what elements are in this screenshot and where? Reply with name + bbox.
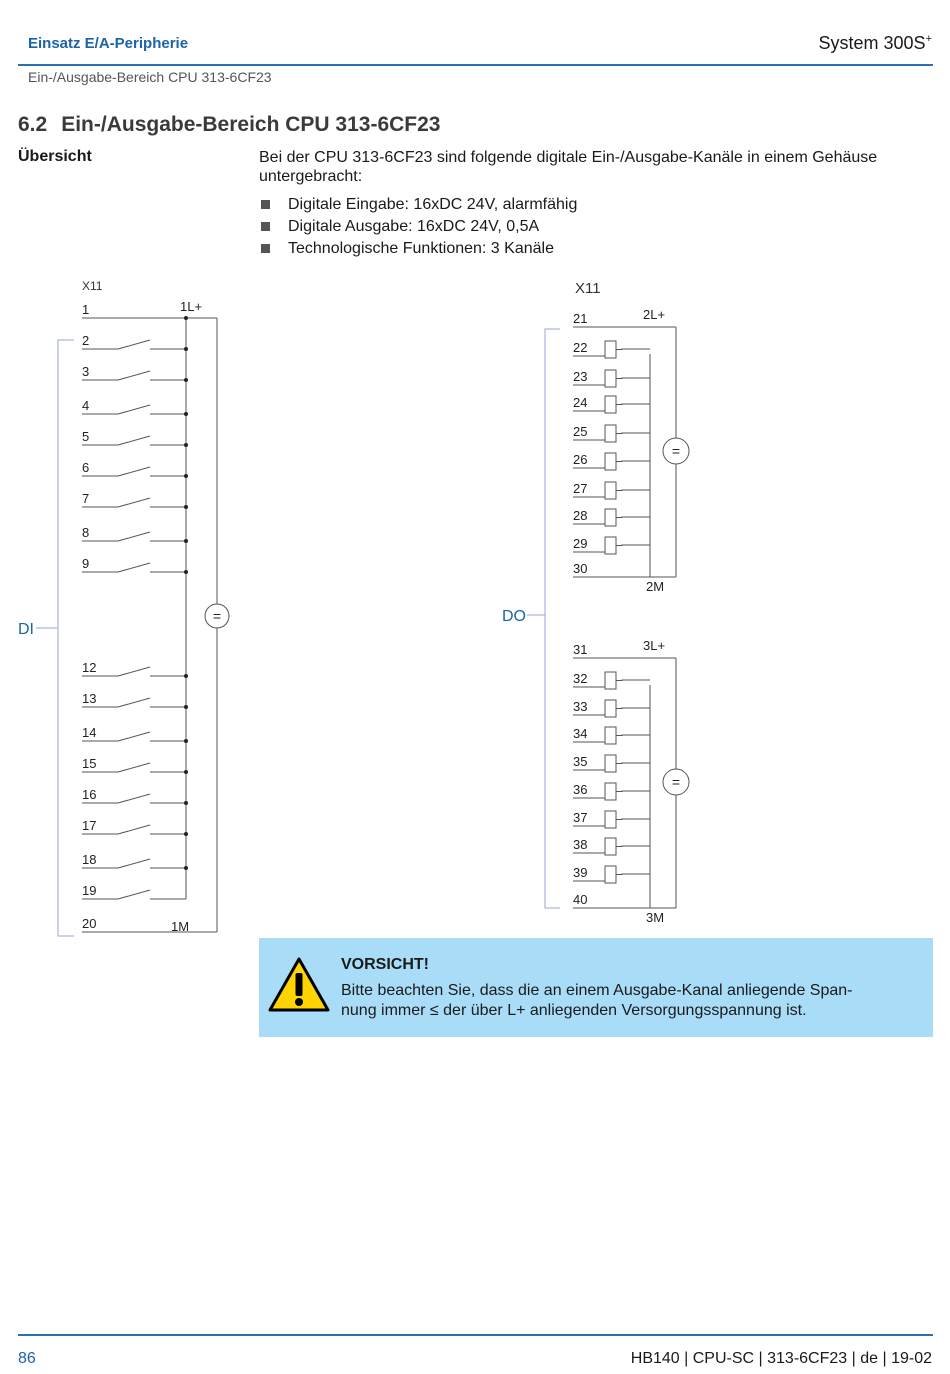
di-wiring-diagram [18, 279, 229, 936]
header-subsection: Ein-/Ausgabe-Bereich CPU 313-6CF23 [28, 69, 272, 85]
load-wire [616, 461, 650, 462]
junction-dot [184, 674, 188, 678]
load-relay-symbol [605, 482, 616, 499]
terminal-label: 15 [82, 756, 97, 771]
load-relay-symbol [605, 453, 616, 470]
junction-dot [184, 770, 188, 774]
group-bracket [545, 329, 560, 908]
load-wire [616, 517, 650, 518]
terminal-label: 7 [82, 491, 90, 506]
junction-dot [184, 505, 188, 509]
junction-dot [184, 866, 188, 870]
supply-plus-label: 1L+ [180, 299, 203, 314]
junction-dot [184, 705, 188, 709]
terminal-label: 33 [573, 699, 588, 714]
terminal-label: 40 [573, 892, 588, 907]
terminal-label: 6 [82, 460, 90, 475]
terminal-label: 8 [82, 525, 90, 540]
load-wire [616, 708, 650, 709]
load-relay-symbol [605, 396, 616, 413]
load-wire [616, 846, 650, 847]
warning-triangle-icon [268, 957, 330, 1013]
load-wire [616, 763, 650, 764]
switch-contact [118, 498, 150, 507]
switch-contact [118, 371, 150, 380]
section-number: 6.2 [18, 113, 48, 136]
connector-label: X11 [575, 280, 601, 297]
group-label-di: DI [18, 621, 34, 638]
load-wire [616, 545, 650, 546]
junction-dot [184, 347, 188, 351]
terminal-label: 17 [82, 818, 97, 833]
group-bracket [58, 340, 74, 936]
junction-dot [184, 570, 188, 574]
junction-dot [184, 316, 188, 320]
switch-contact [118, 532, 150, 541]
switch-contact [118, 732, 150, 741]
terminal-label: 27 [573, 481, 588, 496]
load-wire [616, 490, 650, 491]
terminal-label: 9 [82, 556, 90, 571]
caution-title: VORSICHT! [341, 956, 429, 973]
load-wire [616, 433, 650, 434]
caution-text-line: Bitte beachten Sie, dass die an einem Ausgabe-Kanal anliegende Span- [341, 982, 853, 999]
load-relay-symbol [605, 672, 616, 689]
terminal-label: 22 [573, 340, 588, 355]
load-relay-symbol [605, 811, 616, 828]
document-id: HB140 | CPU-SC | 313-6CF23 | de | 19-02 [630, 1350, 932, 1367]
junction-dot [184, 832, 188, 836]
terminal-label: 38 [573, 837, 588, 852]
load-relay-symbol [605, 755, 616, 772]
dc-source-sign: = [212, 608, 222, 624]
load-relay-symbol [605, 727, 616, 744]
switch-contact [118, 890, 150, 899]
terminal-label: 32 [573, 671, 588, 686]
terminal-label: 26 [573, 452, 588, 467]
switch-contact [118, 794, 150, 803]
section-title: Ein-/Ausgabe-Bereich CPU 313-6CF23 [61, 113, 441, 136]
do-wiring-diagram [502, 280, 689, 925]
switch-contact [118, 763, 150, 772]
terminal-label: 12 [82, 660, 97, 675]
load-relay-symbol [605, 425, 616, 442]
terminal-label: 34 [573, 726, 588, 741]
terminal-label: 31 [573, 642, 588, 657]
group1-supply-minus-label: 2M [646, 579, 665, 594]
junction-dot [184, 539, 188, 543]
terminal-label: 29 [573, 536, 588, 551]
list-item-text: Technologische Funktionen: 3 Kanäle [288, 240, 554, 257]
system-name-text: System 300S [818, 33, 926, 53]
caution-text [341, 981, 921, 1021]
load-wire [616, 819, 650, 820]
intro-paragraph: Bei der CPU 313-6CF23 sind folgende digitale Ein-/Ausgabe-Kanäle in einem Gehäuse untergebracht: [259, 149, 878, 185]
group-label-do: DO [502, 608, 526, 625]
switch-contact [118, 825, 150, 834]
terminal-label: 36 [573, 782, 588, 797]
load-relay-symbol [605, 783, 616, 800]
group2-supply-minus-label: 3M [646, 910, 665, 925]
terminal-label: 21 [573, 311, 588, 326]
switch-contact [118, 698, 150, 707]
system-name-sup: + [925, 33, 932, 45]
switch-contact [118, 467, 150, 476]
terminal-label: 18 [82, 852, 97, 867]
load-wire [616, 874, 650, 875]
load-relay-symbol [605, 370, 616, 387]
terminal-label: 4 [82, 398, 90, 413]
connector-label: X11 [82, 279, 103, 293]
load-relay-symbol [605, 537, 616, 554]
switch-contact [118, 859, 150, 868]
group1-supply-plus-label: 2L+ [643, 307, 666, 322]
junction-dot [184, 412, 188, 416]
junction-dot [184, 474, 188, 478]
terminal-label: 23 [573, 369, 588, 384]
terminal-label: 39 [573, 865, 588, 880]
footer-rule [18, 1334, 933, 1336]
terminal-label: 2 [82, 333, 90, 348]
terminal-label: 28 [573, 508, 588, 523]
terminal-label: 14 [82, 725, 97, 740]
terminal-label: 35 [573, 754, 588, 769]
group2-supply-plus-label: 3L+ [643, 638, 666, 653]
terminal-label: 1 [82, 302, 90, 317]
terminal-label: 24 [573, 395, 588, 410]
load-relay-symbol [605, 700, 616, 717]
switch-contact [118, 405, 150, 414]
load-relay-symbol [605, 341, 616, 358]
terminal-label: 3 [82, 364, 90, 379]
list-item-text: Digitale Eingabe: 16xDC 24V, alarmfähig [288, 196, 578, 213]
junction-dot [184, 378, 188, 382]
terminal-label: 5 [82, 429, 90, 444]
load-wire [616, 404, 650, 405]
junction-dot [184, 739, 188, 743]
terminal-label: 25 [573, 424, 588, 439]
load-wire [616, 735, 650, 736]
load-wire [616, 791, 650, 792]
load-wire [616, 378, 650, 379]
caution-box [259, 938, 933, 1037]
dc-source-sign: = [671, 443, 681, 459]
terminal-label: 20 [82, 916, 97, 931]
side-label-overview: Übersicht [18, 148, 92, 165]
supply-minus-label: 1M [171, 919, 190, 934]
terminal-label: 30 [573, 561, 588, 576]
caution-text-line: nung immer ≤ der über L+ anliegenden Versorgungsspannung ist. [341, 1002, 807, 1019]
load-relay-symbol [605, 866, 616, 883]
terminal-label: 16 [82, 787, 97, 802]
page-number: 86 [18, 1350, 36, 1367]
terminal-label: 37 [573, 810, 588, 825]
junction-dot [184, 443, 188, 447]
load-relay-symbol [605, 838, 616, 855]
switch-contact [118, 667, 150, 676]
terminal-label: 19 [82, 883, 97, 898]
dc-source-sign: = [671, 774, 681, 790]
load-wire [616, 349, 650, 350]
load-wire [616, 680, 650, 681]
terminal-label: 13 [82, 691, 97, 706]
load-relay-symbol [605, 509, 616, 526]
header-section-title: Einsatz E/A-Peripherie [28, 35, 189, 52]
switch-contact [118, 436, 150, 445]
switch-contact [118, 563, 150, 572]
list-item-text: Digitale Ausgabe: 16xDC 24V, 0,5A [288, 218, 540, 235]
switch-contact [118, 340, 150, 349]
junction-dot [184, 801, 188, 805]
